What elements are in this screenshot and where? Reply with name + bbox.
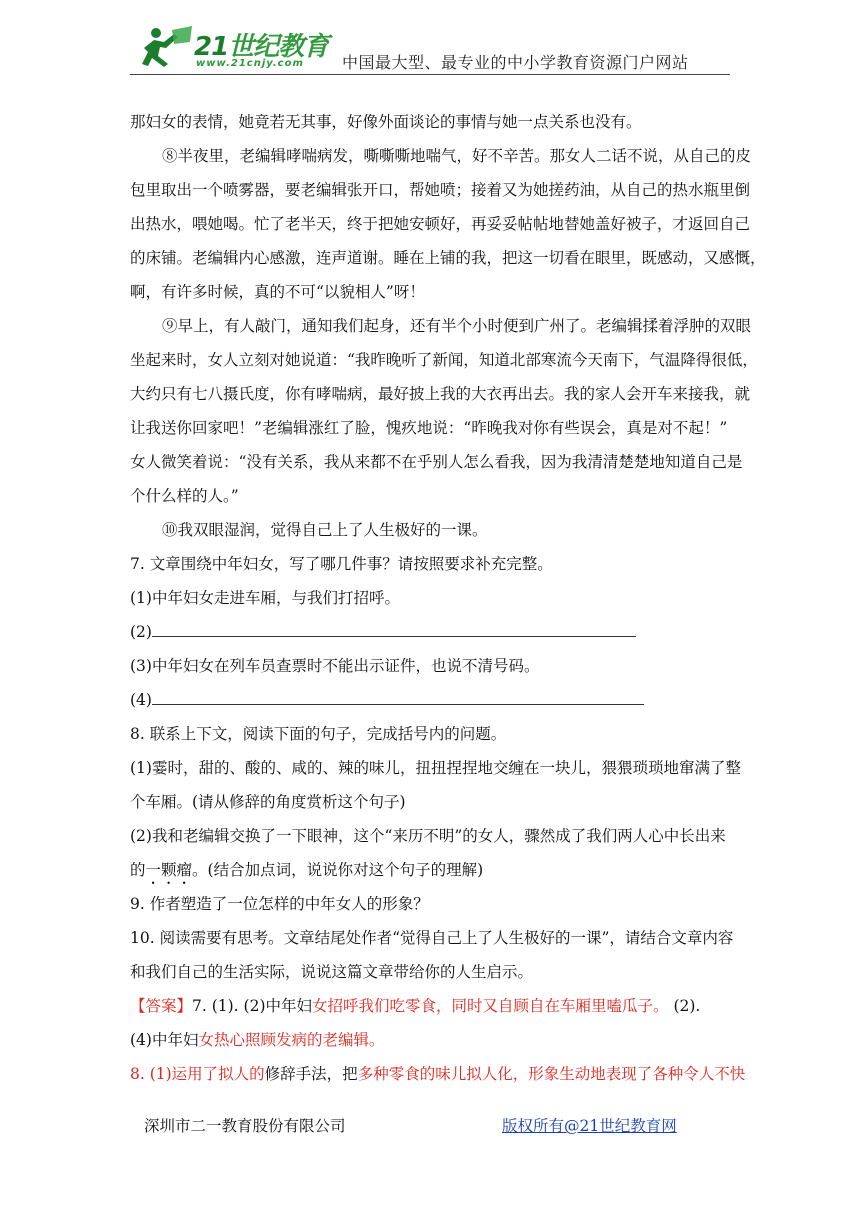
logo-brand: 21世纪教育 (194, 32, 329, 62)
answer-fragment: (2). (668, 997, 701, 1015)
site-logo[interactable] (130, 24, 330, 72)
question-10-line: 10. 阅读需要有思考。文章结尾处作者“觉得自己上了人生极好的一课”，请结合文章内容 (130, 929, 734, 947)
paragraph-9-line: 个什么样的人。” (130, 487, 239, 505)
question-7: 7. 文章围绕中年妇女，写了哪几件事？请按照要求补充完整。 (130, 555, 553, 573)
answer-fragment-red: 多种零食的味儿拟人化，形象生动地表现了各种令人不快 (357, 1065, 746, 1083)
question-7-item-2 (130, 622, 636, 642)
answer-line-3 (130, 1064, 745, 1084)
question-7-item-4 (130, 690, 644, 710)
item-label: (4) (130, 691, 152, 709)
question-10-line: 和我们自己的生活实际，说说这篇文章带给你的人生启示。 (130, 963, 534, 981)
answer-fragment-red: 女招呼我们吃零食，同时又自顾自在车厢里嗑瓜子。 (312, 997, 669, 1015)
paragraph-8-line: 啊，有许多时候，真的不可“以貌相人”呀！ (130, 283, 425, 301)
question-7-item-3: (3)中年妇女在列车员查票时不能出示证件，也说不清号码。 (130, 657, 540, 675)
paragraph-9-line: 大约只有七八摄氏度，你有哮喘病，最好披上我的大衣再出去。我的家人会开车来接我，就 (130, 385, 751, 403)
text-fragment: 。(结合加点词，说说你对这个句子的理解) (192, 861, 484, 879)
paragraph-9-line: 坐起来时，女人立刻对她说道：“我昨晚听了新闻，知道北部寒流今天南下，气温降得很低， (130, 351, 758, 369)
text-fragment: 的 (130, 861, 146, 879)
question-8-item-2-line: (2)我和老编辑交换了一下眼神，这个“来历不明”的女人，骤然成了我们两人心中长出来 (130, 827, 726, 845)
footer-copyright-link[interactable]: 版权所有@21世纪教育网 (502, 1117, 677, 1135)
paragraph-line: 那妇女的表情，她竟若无其事，好像外面谈论的事情与她一点关系也没有。 (130, 113, 642, 131)
paragraph-8-line: 的床铺。老编辑内心感激，连声道谢。睡在上铺的我，把这一切看在眼里，既感动，又感慨， (130, 249, 766, 267)
answer-fragment-red: 女热心照顾发病的老编辑。 (198, 1031, 385, 1049)
answer-fragment: 7. (1). (2)中年妇 (192, 997, 312, 1015)
question-8: 8. 联系上下文，阅读下面的句子，完成括号内的问题。 (130, 725, 507, 743)
answer-label: 【答案】 (130, 997, 193, 1015)
paragraph-10: ⑩我双眼湿润，觉得自己上了人生极好的一课。 (162, 521, 488, 539)
answer-blank-4[interactable] (152, 690, 644, 705)
paragraph-8-line: ⑧半夜里，老编辑哮喘病发，嘶嘶嘶地喘气，好不辛苦。那女人二话不说，从自己的皮 (162, 147, 752, 165)
emphasized-word: 一颗瘤 (145, 861, 193, 879)
question-8-item-2-line (130, 860, 483, 888)
answer-fragment-red: 8. (1)运用了拟人的 (130, 1065, 265, 1083)
page-header (130, 24, 730, 76)
footer-company: 深圳市二一教育股份有限公司 (144, 1117, 346, 1135)
header-slogan: 中国最大型、最专业的中小学教育资源门户网站 (342, 53, 689, 72)
question-8-item-1-line: 个车厢。(请从修辞的角度赏析这个句子) (130, 793, 406, 811)
paragraph-9-line: 让我送你回家吧！”老编辑涨红了脸，愧疚地说：“昨晚我对你有些误会，真是对不起！” (130, 419, 728, 437)
paragraph-8-line: 包里取出一个喷雾器，要老编辑张开口，帮她喷；接着又为她搓药油，从自己的热水瓶里倒 (130, 181, 751, 199)
answer-line-2 (130, 1030, 384, 1050)
question-8-item-1-line: (1)霎时，甜的、酸的、咸的、辣的味儿，扭扭捏捏地交缠在一块儿，猥猥琐琐地窜满了整 (130, 759, 741, 777)
answer-fragment: 修辞手法，把 (264, 1065, 358, 1083)
paragraph-8-line: 出热水，喂她喝。忙了老半天，终于把她安顿好，再妥妥帖帖地替她盖好被子，才返回自己 (130, 215, 751, 233)
item-label: (2) (130, 623, 152, 641)
runner-logo-icon (134, 26, 196, 68)
answer-line-1 (130, 996, 700, 1016)
answer-fragment: (4)中年妇 (130, 1031, 199, 1049)
answer-blank-2[interactable] (152, 622, 636, 637)
paragraph-9-line: 女人微笑着说：“没有关系，我从来都不在乎别人怎么看我，因为我清清楚楚地知道自己是 (130, 453, 743, 471)
question-9: 9. 作者塑造了一位怎样的中年女人的形象？ (130, 895, 429, 913)
header-divider (130, 74, 730, 75)
logo-url: www.21cnjy.com (196, 58, 304, 69)
question-7-item-1: (1)中年妇女走进车厢，与我们打招呼。 (130, 589, 400, 607)
paragraph-9-line: ⑨早上，有人敲门，通知我们起身，还有半个小时便到广州了。老编辑揉着浮肿的双眼 (162, 317, 752, 335)
